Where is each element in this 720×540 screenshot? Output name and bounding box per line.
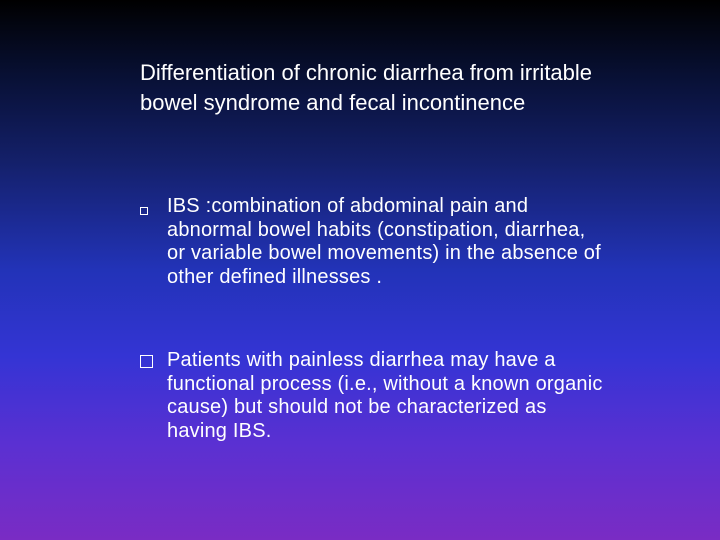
bullet-line: abnormal bowel habits (constipation, diarrhea, <box>167 218 586 241</box>
slide-title-line-1: Differentiation of chronic diarrhea from irritable <box>140 60 593 85</box>
hollow-square-bullet-icon <box>140 355 153 368</box>
slide-title <box>140 58 700 118</box>
hollow-square-bullet-icon <box>140 207 148 215</box>
bullet-line: functional process (i.e., without a known organic <box>167 372 603 395</box>
bullet-item-painless-diarrhea <box>140 349 700 443</box>
bullet-line: or variable bowel movements) in the absence of <box>167 242 601 264</box>
bullet-line: other defined illnesses . <box>167 265 383 288</box>
bullet-line: Patients with painless diarrhea may have a <box>167 349 556 371</box>
bullet-list <box>140 195 700 443</box>
bullet-line: having IBS. <box>167 419 272 442</box>
bullet-line: IBS :combination of abdominal pain and <box>167 195 529 217</box>
slide-title-line-2: bowel syndrome and fecal incontinence <box>140 90 526 115</box>
bullet-item-ibs-definition <box>140 195 700 289</box>
bullet-line: cause) but should not be characterized as <box>167 396 547 418</box>
